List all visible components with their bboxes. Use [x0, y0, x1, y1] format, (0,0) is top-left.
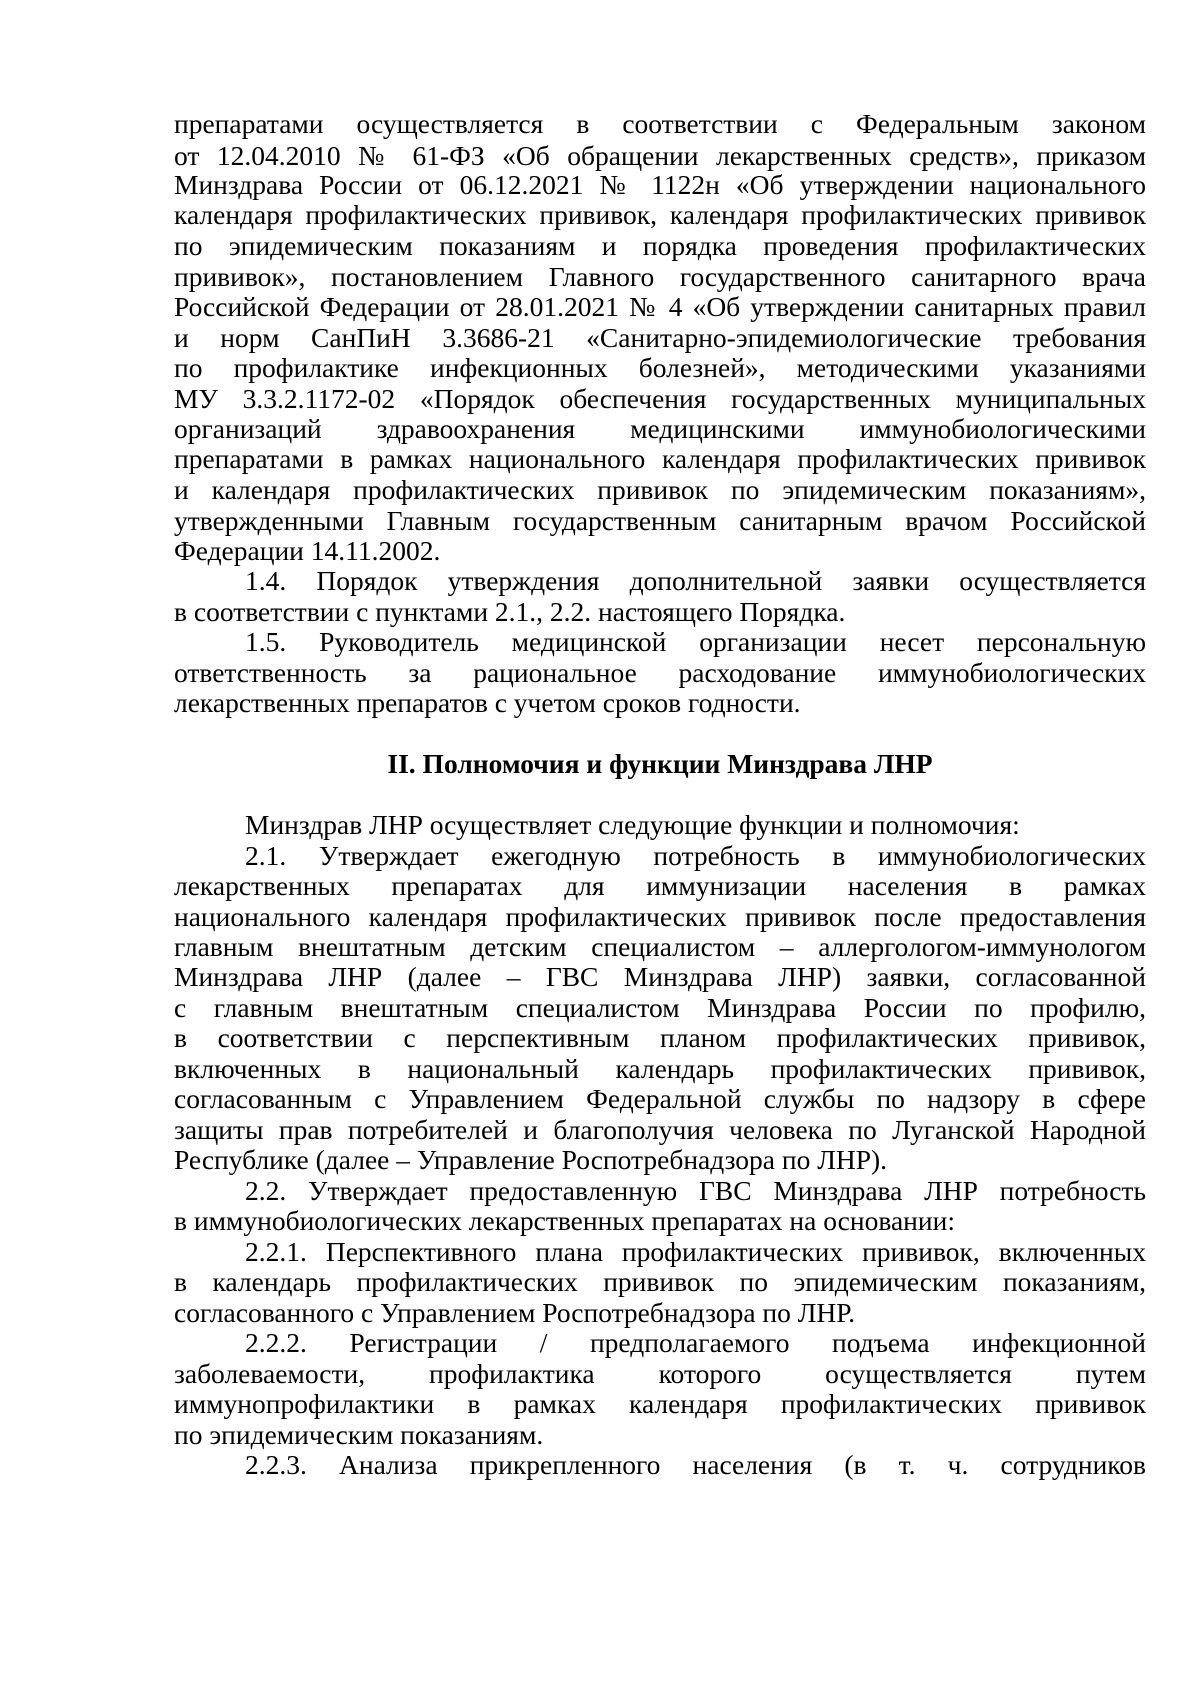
- text-line: от 12.04.2010 № 61-ФЗ «Об обращении лекарственных средств», приказом: [174, 140, 1146, 171]
- text-line: утвержденными Главным государственным санитарным врачом Российской: [174, 505, 1146, 536]
- text-line: 1.4. Порядок утверждения дополнительной заявки осуществляется: [245, 565, 1146, 596]
- text-line: Федерации 14.11.2002.: [174, 535, 441, 566]
- text-line: в соответствии с пунктами 2.1., 2.2. настоящего Порядка.: [174, 596, 846, 627]
- text-line: главным внештатным детским специалистом – аллергологом-иммунологом: [174, 931, 1146, 962]
- text-line: по эпидемическим показаниям.: [174, 1419, 544, 1450]
- text-line: 2.2. Утверждает предоставленную ГВС Минздрава ЛНР потребность: [245, 1175, 1146, 1206]
- text-line: 2.2.3. Анализа прикрепленного населения (в т. ч. сотрудников: [245, 1449, 1146, 1480]
- text-line: прививок», постановлением Главного государственного санитарного врача: [174, 261, 1146, 292]
- text-line: 2.1. Утверждает ежегодную потребность в иммунобиологических: [245, 840, 1146, 871]
- text-line: в иммунобиологических лекарственных препаратах на основании:: [174, 1205, 955, 1236]
- text-line: иммунопрофилактики в рамках календаря профилактических прививок: [174, 1388, 1146, 1419]
- text-line: МУ 3.3.2.1172-02 «Порядок обеспечения государственных муниципальных: [174, 383, 1146, 414]
- text-line: препаратами осуществляется в соответствии с Федеральным законом: [174, 108, 1146, 139]
- text-line: лекарственных препаратах для иммунизации населения в рамках: [174, 870, 1146, 901]
- text-line: организаций здравоохранения медицинскими иммунобиологическими: [174, 413, 1146, 444]
- text-line: Минздрава России от 06.12.2021 № 1122н «Об утверждении национального: [174, 169, 1146, 200]
- text-line: 1.5. Руководитель медицинской организации несет персональную: [245, 626, 1146, 657]
- text-line: календаря профилактических прививок, календаря профилактических прививок: [174, 199, 1146, 230]
- text-line: лекарственных препаратов с учетом сроков годности.: [174, 687, 801, 718]
- text-line: национального календаря профилактических прививок после предоставления: [174, 901, 1146, 932]
- text-line: с главным внештатным специалистом Минздрава России по профилю,: [174, 992, 1146, 1023]
- text-line: защиты прав потребителей и благополучия человека по Луганской Народной: [174, 1114, 1146, 1145]
- text-line: в календарь профилактических прививок по эпидемическим показаниям,: [174, 1266, 1146, 1297]
- text-line: Республике (далее – Управление Роспотребнадзора по ЛНР).: [174, 1144, 888, 1175]
- text-line: заболеваемости, профилактика которого осуществляется путем: [174, 1358, 1146, 1389]
- text-line: ответственность за рациональное расходование иммунобиологических: [174, 657, 1146, 688]
- section-heading: II. Полномочия и функции Минздрава ЛНР: [387, 748, 933, 779]
- text-line: согласованного с Управлением Роспотребнадзора по ЛНР.: [174, 1297, 856, 1328]
- text-line: 2.2.1. Перспективного плана профилактических прививок, включенных: [245, 1236, 1146, 1267]
- text-line: по эпидемическим показаниям и порядка проведения профилактических: [174, 230, 1146, 261]
- text-line: Минздрава ЛНР (далее – ГВС Минздрава ЛНР) заявки, согласованной: [174, 961, 1146, 992]
- text-line: 2.2.2. Регистрации / предполагаемого подъема инфекционной: [245, 1327, 1146, 1358]
- text-line: по профилактике инфекционных болезней», методическими указаниями: [174, 352, 1146, 383]
- text-line: в соответствии с перспективным планом профилактических прививок,: [174, 1022, 1146, 1053]
- text-line: и норм СанПиН 3.3686-21 «Санитарно-эпидемиологические требования: [174, 322, 1146, 353]
- text-line: согласованным с Управлением Федеральной службы по надзору в сфере: [174, 1083, 1146, 1114]
- text-line: Российской Федерации от 28.01.2021 № 4 «Об утверждении санитарных правил: [174, 291, 1146, 322]
- text-line: Минздрав ЛНР осуществляет следующие функции и полномочия:: [245, 809, 1020, 840]
- text-line: включенных в национальный календарь профилактических прививок,: [174, 1053, 1146, 1084]
- text-line: и календаря профилактических прививок по эпидемическим показаниям»,: [174, 474, 1146, 505]
- text-line: препаратами в рамках национального календаря профилактических прививок: [174, 443, 1146, 474]
